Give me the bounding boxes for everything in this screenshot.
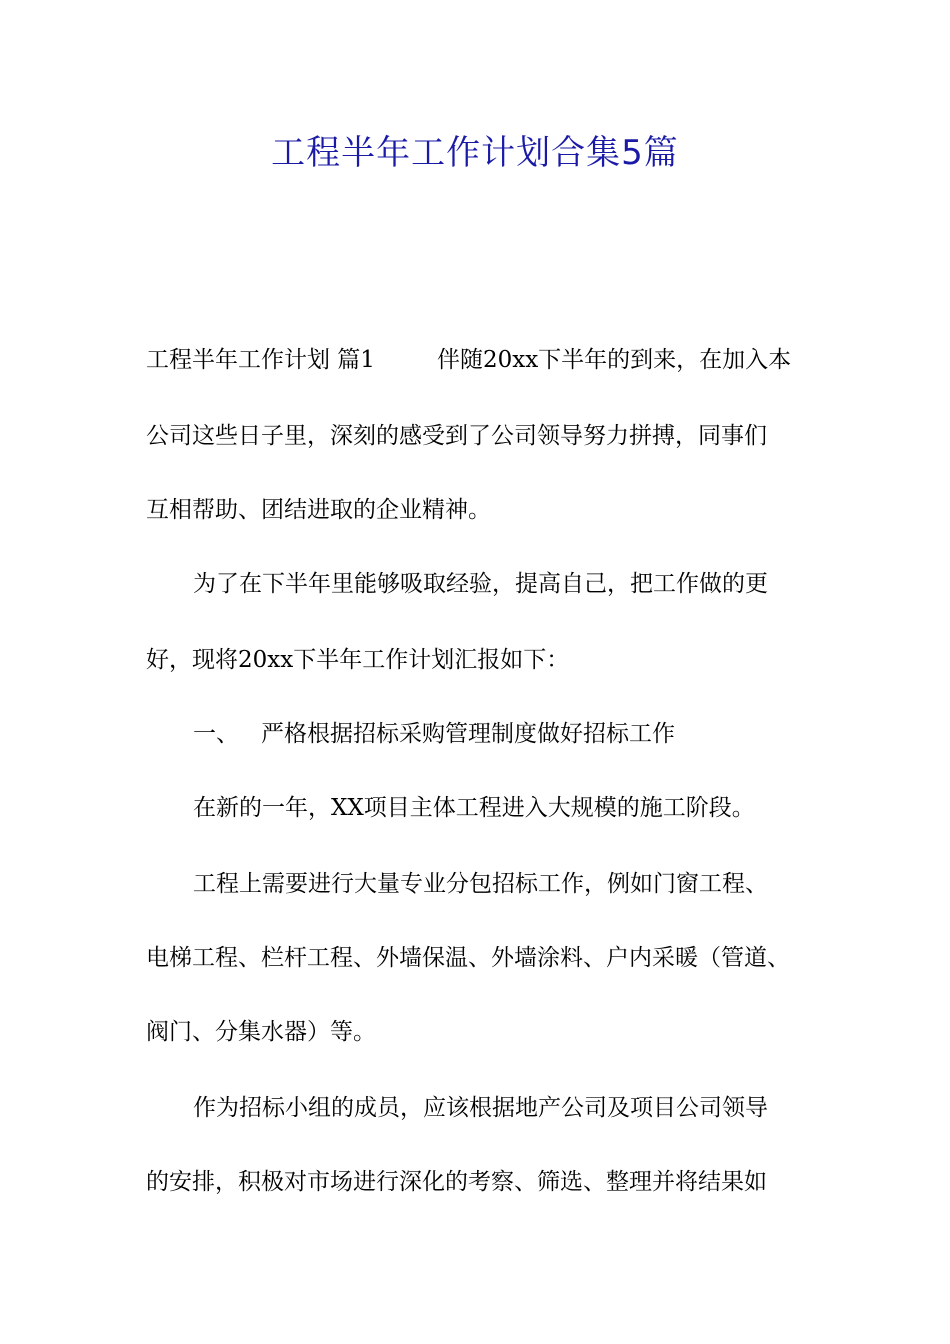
section-heading: 工程半年工作计划 篇1 <box>146 347 375 373</box>
paragraph-line-8: 工程上需要进行大量专业分包招标工作，例如门窗工程、 <box>193 871 768 897</box>
paragraph-line-9: 电梯工程、栏杆工程、外墙保温、外墙涂料、户内采暖（管道、 <box>146 945 790 971</box>
paragraph-line-4: 为了在下半年里能够吸取经验，提高自己，把工作做的更 <box>193 571 768 597</box>
paragraph-line-12: 的安排，积极对市场进行深化的考察、筛选、整理并将结果如 <box>146 1169 767 1195</box>
paragraph-line-6 <box>193 716 816 752</box>
list-heading-text: 严格根据招标采购管理制度做好招标工作 <box>261 721 675 747</box>
paragraph-line-7: 在新的一年，XX项目主体工程进入大规模的施工阶段。 <box>193 795 755 821</box>
document-title: 工程半年工作计划合集5篇 <box>271 133 679 173</box>
paragraph-line-10: 阀门、分集水器）等。 <box>146 1019 376 1045</box>
paragraph-text: 伴随20xx下半年的到来，在加入本 <box>436 347 792 373</box>
list-number: 一、 <box>193 721 239 747</box>
paragraph-line-3: 互相帮助、团结进取的企业精神。 <box>146 497 491 523</box>
paragraph-line-5: 好，现将20xx下半年工作计划汇报如下： <box>146 647 570 673</box>
paragraph-line-1 <box>146 342 816 378</box>
paragraph-line-11: 作为招标小组的成员，应该根据地产公司及项目公司领导 <box>193 1095 768 1121</box>
paragraph-line-2: 公司这些日子里，深刻的感受到了公司领导努力拼搏，同事们 <box>146 423 767 449</box>
